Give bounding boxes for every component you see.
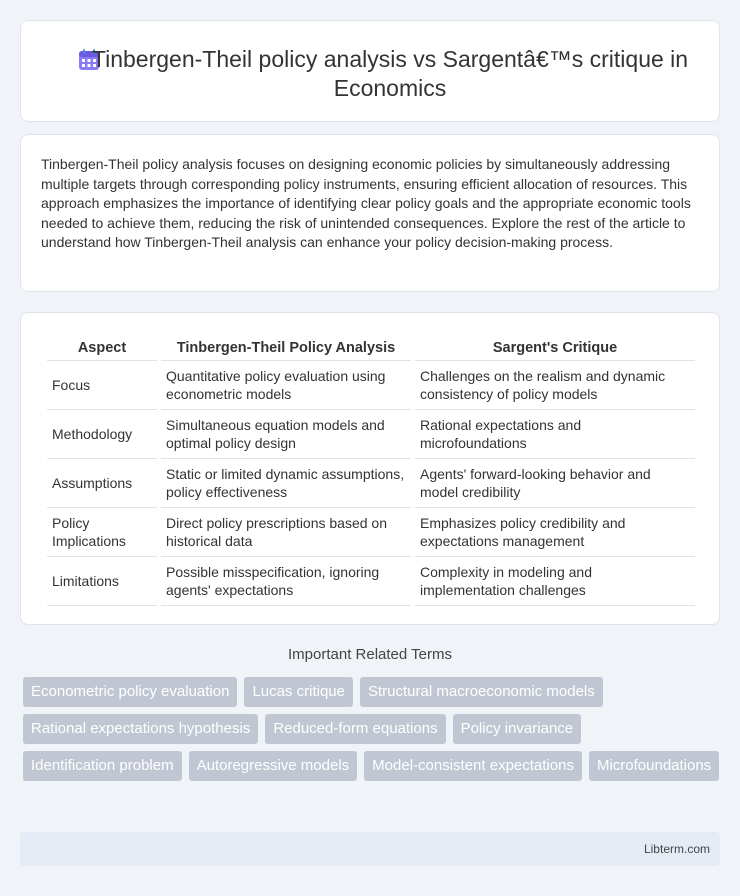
table-cell-tinbergen: Possible misspecification, ignoring agents' expectations bbox=[161, 557, 411, 606]
table-cell-tinbergen: Quantitative policy evaluation using econometric models bbox=[161, 361, 411, 410]
table-row bbox=[47, 508, 695, 557]
footer-site-link[interactable]: Libterm.com bbox=[643, 842, 710, 856]
table-cell-aspect: Limitations bbox=[47, 557, 157, 606]
table-cell-aspect: Assumptions bbox=[47, 459, 157, 508]
related-term-tag[interactable]: Econometric policy evaluation bbox=[23, 677, 237, 707]
page-title: Tinbergen-Theil policy analysis vs Sargentâ€™s critique in Economics bbox=[91, 46, 689, 101]
related-term-tag[interactable]: Rational expectations hypothesis bbox=[23, 714, 258, 744]
intro-paragraph: Tinbergen-Theil policy analysis focuses on designing economic policies by simultaneously addressing multiple targets through corresponding policy instruments, ensuring efficient allocation of resources. This approach emphasizes the importance of identifying clear policy goals and the appropriate economic tools needed to achieve them, reducing the risk of unintended consequences. Explore the rest of the article to understand how Tinbergen-Theil analysis can enhance your policy decision-making process. bbox=[41, 156, 691, 251]
table-cell-tinbergen: Direct policy prescriptions based on historical data bbox=[161, 508, 411, 557]
related-term-tag[interactable]: Identification problem bbox=[23, 751, 182, 781]
table-cell-aspect: Methodology bbox=[47, 410, 157, 459]
column-header-sargent: Sargent's Critique bbox=[415, 333, 695, 361]
table-cell-sargent: Complexity in modeling and implementation challenges bbox=[415, 557, 695, 606]
intro-card bbox=[20, 134, 720, 292]
table-row bbox=[47, 410, 695, 459]
table-cell-aspect: Policy Implications bbox=[47, 508, 157, 557]
table-row bbox=[47, 557, 695, 606]
related-term-tag[interactable]: Microfoundations bbox=[589, 751, 719, 781]
footer-bar bbox=[20, 832, 720, 866]
related-term-tag[interactable]: Model-consistent expectations bbox=[364, 751, 582, 781]
comparison-card bbox=[20, 312, 720, 625]
table-cell-tinbergen: Static or limited dynamic assumptions, policy effectiveness bbox=[161, 459, 411, 508]
column-header-aspect: Aspect bbox=[47, 333, 157, 361]
table-cell-sargent: Challenges on the realism and dynamic consistency of policy models bbox=[415, 361, 695, 410]
related-term-tag[interactable]: Reduced-form equations bbox=[265, 714, 445, 744]
table-cell-sargent: Rational expectations and microfoundations bbox=[415, 410, 695, 459]
related-term-tag[interactable]: Policy invariance bbox=[453, 714, 582, 744]
related-term-tag[interactable]: Structural macroeconomic models bbox=[360, 677, 603, 707]
related-term-tag[interactable]: Autoregressive models bbox=[189, 751, 358, 781]
table-cell-sargent: Agents' forward-looking behavior and model credibility bbox=[415, 459, 695, 508]
column-header-tinbergen: Tinbergen-Theil Policy Analysis bbox=[161, 333, 411, 361]
table-cell-sargent: Emphasizes policy credibility and expectations management bbox=[415, 508, 695, 557]
table-row bbox=[47, 361, 695, 410]
related-terms-title: Important Related Terms bbox=[288, 646, 452, 663]
title-card bbox=[20, 20, 720, 122]
table-row bbox=[47, 459, 695, 508]
related-term-tag[interactable]: Lucas critique bbox=[244, 677, 353, 707]
table-cell-tinbergen: Simultaneous equation models and optimal policy design bbox=[161, 410, 411, 459]
comparison-table bbox=[43, 333, 699, 606]
table-cell-aspect: Focus bbox=[47, 361, 157, 410]
table-header-row bbox=[47, 333, 695, 361]
related-terms-list bbox=[23, 677, 723, 781]
